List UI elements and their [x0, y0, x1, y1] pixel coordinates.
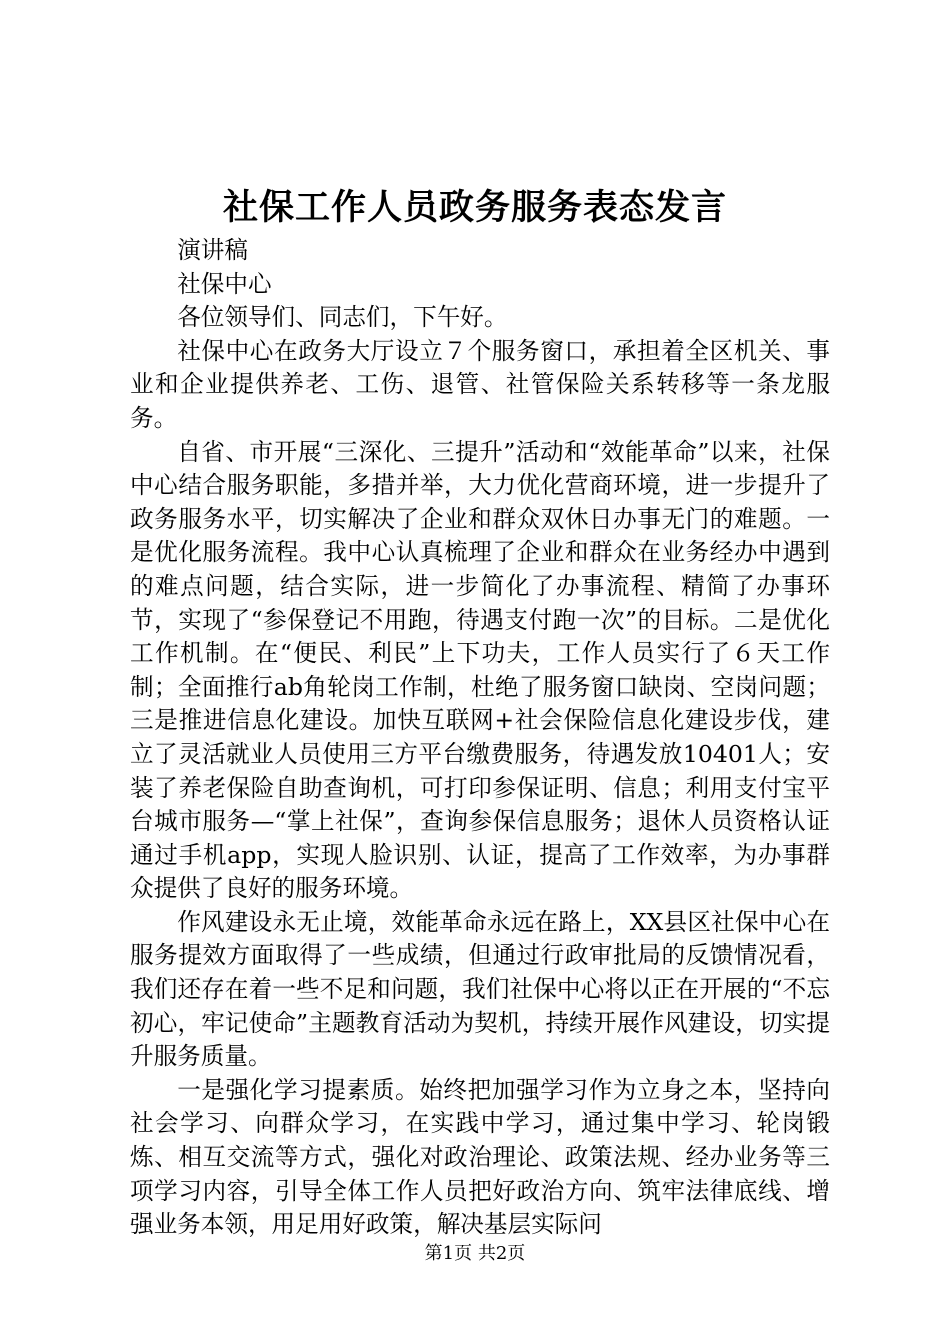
document-body: [130, 234, 830, 1242]
document-title: 社保工作人员政务服务表态发言: [222, 187, 727, 228]
speaker-line: 社保中心: [177, 269, 272, 298]
greeting-paragraph: 各位领导们、同志们，下午好。: [177, 303, 508, 332]
body-paragraph: 自省、市开展“三深化、三提升”活动和“效能革命”以来，社保中心结合服务职能，多措并举，大力优化营商环境，进一步提升了政务服务水平，切实解决了企业和群众双休日办事无门的难题。一是优化服务流程。我中心认真梳理了企业和群众在业务经办中遇到的难点问题，结合实际，进一步简化了办事流程、精简了办事环节，实现了“参保登记不用跑，待遇支付跑一次”的目标。二是优化工作机制。在“便民、利民”上下功夫，工作人员实行了６天工作制；全面推行ab角轮岗工作制，杜绝了服务窗口缺岗、空岗问题；三是推进信息化建设。加快互联网+社会保险信息化建设步伐，建立了灵活就业人员使用三方平台缴费服务，待遇发放10401人；安装了养老保险自助查询机，可打印参保证明、信息；利用支付宝平台城市服务—“掌上社保”，查询参保信息服务；退休人员资格认证通过手机app，实现人脸识别、认证，提高了工作效率，为办事群众提供了良好的服务环境。: [130, 437, 830, 903]
body-paragraph: 作风建设永无止境，效能革命永远在路上，XX县区社保中心在服务提效方面取得了一些成绩，但通过行政审批局的反馈情况看，我们还存在着一些不足和问题，我们社保中心将以正在开展的“不忘初心，牢记使命”主题教育活动为契机，持续开展作风建设，切实提升服务质量。: [130, 907, 830, 1071]
body-paragraph: 社保中心在政务大厅设立７个服务窗口，承担着全区机关、事业和企业提供养老、工伤、退管、社管保险关系转移等一条龙服务。: [130, 336, 830, 432]
body-paragraph: 一是强化学习提素质。始终把加强学习作为立身之本，坚持向社会学习、向群众学习，在实践中学习，通过集中学习、轮岗锻炼、相互交流等方式，强化对政治理论、政策法规、经办业务等三项学习内容，引导全体工作人员把好政治方向、筑牢法律底线、增强业务本领，用足用好政策，解决基层实际问: [130, 1075, 830, 1239]
salutation-line: 演讲稿: [177, 236, 248, 264]
page-number-footer: 第1页 共2页: [424, 1243, 526, 1264]
